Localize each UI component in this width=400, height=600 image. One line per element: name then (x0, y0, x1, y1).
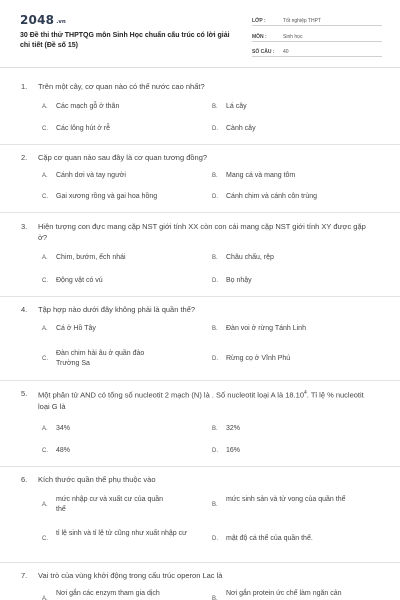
option-text: Rừng cọ ở Vĩnh Phú (226, 355, 291, 362)
question-separator (0, 144, 400, 145)
option-letter: C. (42, 356, 48, 362)
option-letter: D. (212, 448, 218, 454)
meta-label: LỚP : (252, 18, 266, 24)
option-text: 34% (56, 425, 71, 432)
question-text: Cặp cơ quan nào sau đây là cơ quan tương đồng? (38, 153, 208, 162)
meta-row-subject (252, 30, 382, 42)
question-text: Vai trò của vùng khởi động trong cấu trúc operon Lac là (38, 571, 223, 580)
option-text: Các lông hút ở rễ (56, 125, 111, 132)
option-text: 16% (226, 447, 241, 454)
option-text: Động vật có vú (56, 277, 103, 284)
option-text: Bọ nhậy (226, 277, 252, 284)
question-text: Kích thước quần thể phụ thuộc vào (38, 475, 156, 484)
option-letter: A. (42, 255, 48, 261)
option-text: Các mạch gỗ ở thân (56, 103, 120, 110)
option-text: Đàn voi ở rừng Tánh Linh (226, 325, 306, 332)
question-number: 5. (21, 389, 28, 398)
option-text: mức sinh sản và tử vong của quần thể (226, 496, 346, 503)
question-text: Hiện tượng con đực mang cặp NST giới tính XX còn con cái mang cặp NST giới tính XY được gặp ở? (38, 222, 366, 242)
option-letter: C. (42, 448, 48, 454)
document-title: 30 Đề thi thử THPTQG môn Sinh Học chuẩn cấu trúc có lời giải chi tiết (Đề số 15) (20, 32, 230, 49)
meta-value: 40 (283, 49, 289, 55)
option-text: tỉ lệ sinh và tỉ lệ tử cũng như xuất nhập cư (56, 530, 187, 537)
question-number: 4. (21, 305, 28, 314)
question-separator (0, 466, 400, 467)
option-letter: D. (212, 356, 218, 362)
header-divider (0, 67, 400, 68)
site-logo[interactable] (20, 13, 66, 27)
option-letter: B. (212, 255, 218, 261)
option-text: Mang cá và mang tôm (226, 172, 296, 179)
option-text: Cành cây (226, 125, 256, 132)
question-separator (0, 296, 400, 297)
option-letter: C. (42, 278, 48, 284)
option-text: Đàn chim hải âu ở quần đảo Trường Sa (56, 350, 145, 367)
question-number: 1. (21, 82, 28, 91)
option-text: 32% (226, 425, 241, 432)
option-text: Lá cây (226, 103, 247, 110)
option-letter: D. (212, 126, 218, 132)
logo-sub: .vn (56, 19, 66, 25)
option-letter: D. (212, 194, 218, 200)
question-text (38, 388, 373, 412)
meta-label: MÔN : (252, 34, 267, 40)
document-header (0, 0, 400, 64)
option-letter: C. (42, 536, 48, 542)
option-letter: C. (42, 126, 48, 132)
option-text: Cánh chim và cánh côn trùng (226, 193, 318, 200)
option-text: Cá ở Hồ Tây (56, 325, 96, 332)
option-letter: A. (42, 502, 48, 508)
meta-row-class (252, 14, 382, 26)
option-letter: A. (42, 326, 48, 332)
option-text: Gai xương rồng và gai hoa hồng (56, 193, 158, 200)
option-letter: C. (42, 194, 48, 200)
question-text: Tập hợp nào dưới đây không phải là quần thể? (38, 305, 196, 314)
question-number: 6. (21, 475, 28, 484)
option-text: Chim, bướm, ếch nhái (56, 254, 126, 261)
option-letter: A. (42, 104, 48, 110)
option-letter: A. (42, 173, 48, 179)
option-letter: B. (212, 326, 218, 332)
question-text-part: . Tỉ lệ % nucleotit loại G là (38, 390, 364, 411)
question-text-sup: 4 (304, 390, 307, 396)
question-text: Trên một cây, cơ quan nào có thể nước cao nhất? (38, 82, 205, 91)
option-text: Cánh dơi và tay người (56, 172, 126, 179)
meta-value: Sinh học (283, 34, 303, 40)
option-letter: B. (212, 502, 218, 508)
option-letter: A. (42, 426, 48, 432)
meta-row-count (252, 45, 382, 57)
option-text: 48% (56, 447, 71, 454)
question-separator (0, 562, 400, 563)
question-number: 3. (21, 222, 28, 231)
option-letter: D. (212, 536, 218, 542)
logo-main: 2048 (20, 13, 55, 27)
option-text: mật độ cá thể của quần thể. (226, 535, 313, 542)
option-text: Nơi gắn các enzym tham gia dịch (56, 590, 160, 597)
option-letter: B. (212, 596, 218, 600)
meta-value: Tốt nghiệp THPT (283, 18, 321, 24)
option-letter: B. (212, 104, 218, 110)
question-text-part: Một phân tử AND có tổng số nucleotit 2 mạch (N) là . Số nucleotit loại A là 18.10 (38, 390, 305, 400)
option-text: Châu chấu, rệp (226, 254, 274, 261)
option-text: Nơi gắn protein ức chế làm ngăn cản (226, 590, 342, 597)
option-text: mức nhập cư và xuất cư của quần thể (56, 496, 164, 513)
option-letter: A. (42, 596, 48, 600)
option-letter: D. (212, 278, 218, 284)
question-separator (0, 212, 400, 213)
question-number: 7. (21, 571, 28, 580)
question-number: 2. (21, 153, 28, 162)
meta-label: SỐ CÂU : (252, 49, 275, 55)
question-separator (0, 380, 400, 381)
option-letter: B. (212, 173, 218, 179)
option-letter: B. (212, 426, 218, 432)
